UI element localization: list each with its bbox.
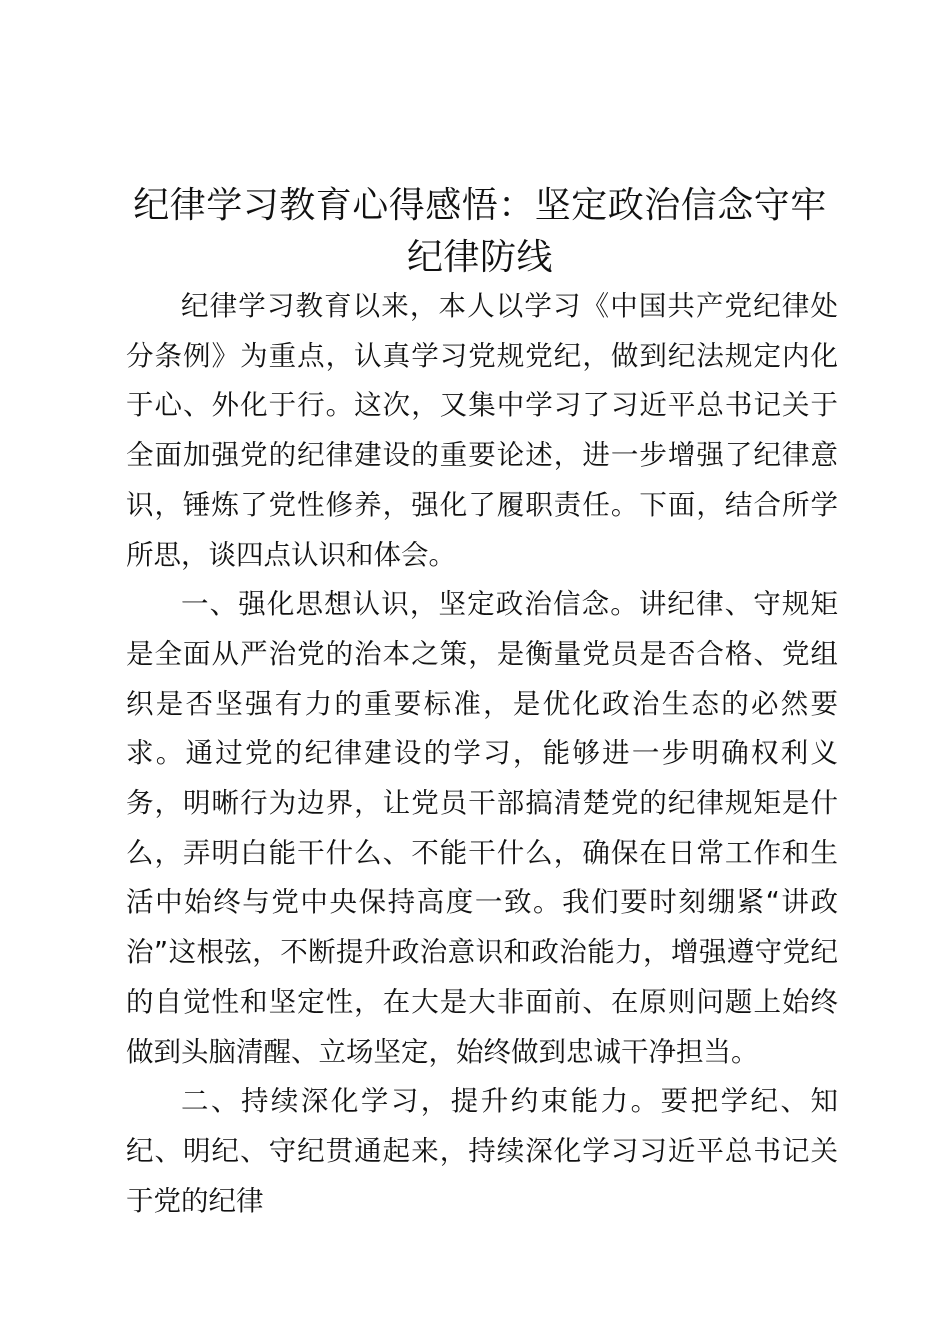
paragraph-section-one: 一、强化思想认识，坚定政治信念。讲纪律、守规矩是全面从严治党的治本之策，是衡量党员是否合格、党组织是否坚强有力的重要标准，是优化政治生态的必然要求。通过党的纪律建设的学习，能够进一步明确权利义务，明晰行为边界，让党员干部搞清楚党的纪律规矩是什么，弄明白能干什么、不能干什么，确保在日常工作和生活中始终与党中央保持高度一致。我们要时刻绷紧“讲政治”这根弦，不断提升政治意识和政治能力，增强遵守党纪的自觉性和坚定性，在大是大非面前、在原则问题上始终做到头脑清醒、立场坚定，始终做到忠诚干净担当。 xyxy=(126,588,838,1068)
paragraph-intro: 纪律学习教育以来，本人以学习《中国共产党纪律处分条例》为重点，认真学习党规党纪，做到纪法规定内化于心、外化于行。这次，又集中学习了习近平总书记关于全面加强党的纪律建设的重要论述，进一步增强了纪律意识，锤炼了党性修养，强化了履职责任。下面，结合所学所思，谈四点认识和体会。 xyxy=(126,290,838,571)
document-body xyxy=(126,282,838,1226)
document-title: 纪律学习教育心得感悟：坚定政治信念守牢纪律防线 xyxy=(133,185,827,278)
paragraph-section-two: 二、持续深化学习，提升约束能力。要把学纪、知纪、明纪、守纪贯通起来，持续深化学习习近平总书记关于党的纪律 xyxy=(126,1085,838,1217)
